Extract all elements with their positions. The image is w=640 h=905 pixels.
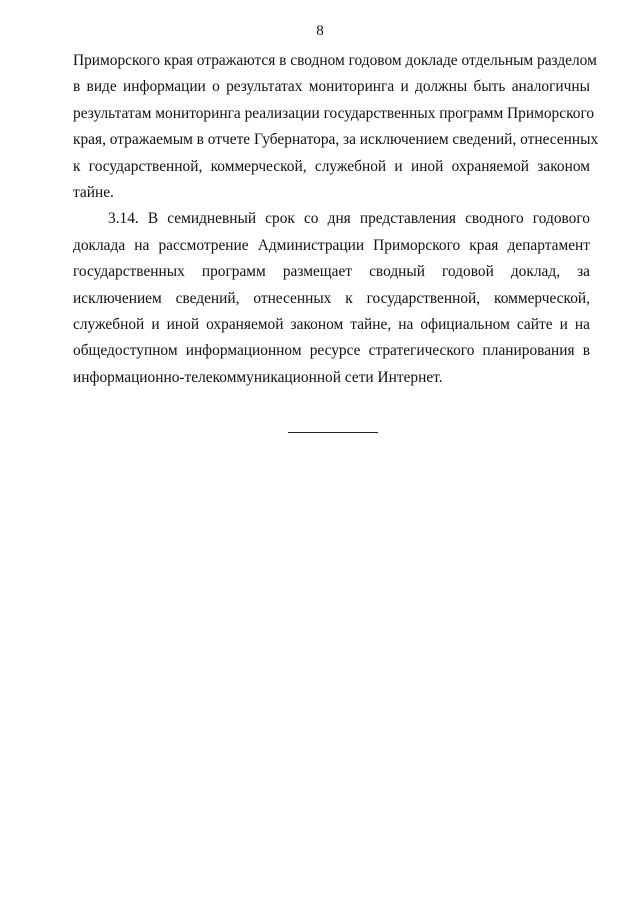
text-line: общедоступном информационном ресурсе стратегического планирования в (73, 342, 590, 360)
text-line: исключением сведений, отнесенных к государственной, коммерческой, (73, 289, 590, 307)
document-body (73, 48, 599, 391)
text-line: информационно-телекоммуникационной сети Интернет. (73, 368, 443, 386)
text-line: государственных программ размещает сводный годовой доклад, за (73, 263, 590, 281)
text-line: Приморского края отражаются в сводном годовом докладе отдельным разделом (73, 52, 597, 69)
text-line: к государственной, коммерческой, служебной и иной охраняемой законом (73, 157, 590, 175)
end-separator-line (288, 432, 378, 433)
text-line: края, отражаемым в отчете Губернатора, за исключением сведений, отнесенных (73, 131, 599, 149)
text-line: в виде информации о результатах мониторинга и должны быть аналогичны (73, 78, 590, 96)
paragraph-monitoring-section (73, 48, 599, 206)
text-line: тайне. (73, 184, 114, 202)
text-line: служебной и иной охраняемой законом тайне, на официальном сайте и на (73, 316, 590, 334)
page-number: 8 (316, 23, 324, 39)
text-line: результатам мониторинга реализации государственных программ Приморского (73, 104, 595, 122)
paragraph-3-14 (73, 206, 590, 391)
text-line: 3.14. В семидневный срок со дня представления сводного годового (108, 210, 590, 228)
text-line: доклада на рассмотрение Администрации Приморского края департамент (73, 236, 590, 254)
